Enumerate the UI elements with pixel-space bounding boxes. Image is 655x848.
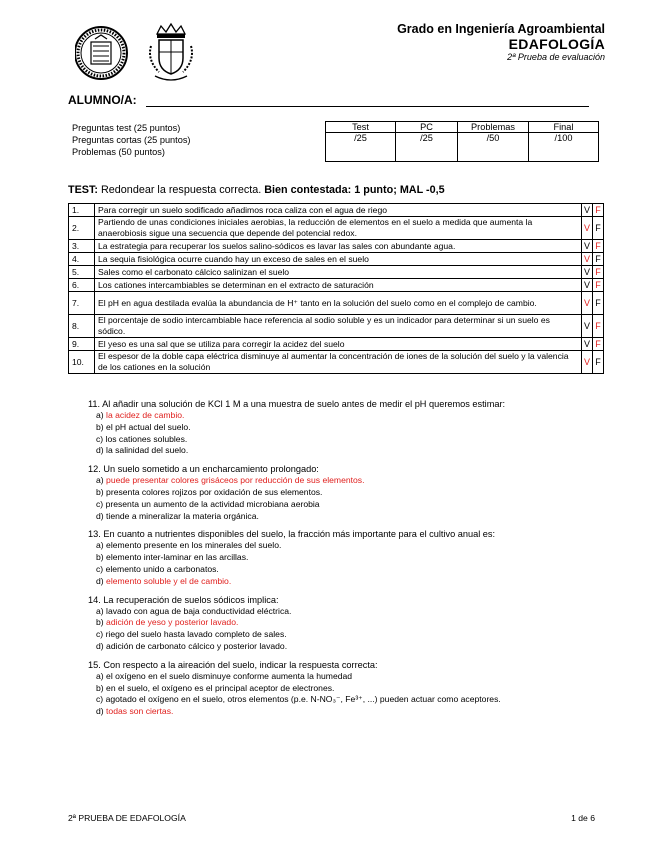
option-label: b) xyxy=(96,486,104,497)
tf-number: 5. xyxy=(69,266,95,279)
evaluation-label: 2ª Prueba de evaluación xyxy=(507,52,605,62)
option-text: lavado con agua de baja conductividad eléctrica. xyxy=(106,605,292,616)
legend-short: Preguntas cortas (25 puntos) xyxy=(72,135,191,145)
tf-statement: El yeso es una sal que se utiliza para corregir la acidez del suelo xyxy=(95,338,582,351)
answer-option[interactable] xyxy=(96,540,618,552)
tf-number: 4. xyxy=(69,253,95,266)
answer-option[interactable] xyxy=(96,617,618,629)
tf-option-true[interactable]: V xyxy=(582,217,593,240)
answer-option[interactable] xyxy=(96,671,618,683)
score-header-final: Final xyxy=(529,122,599,133)
option-text: riego del suelo hasta lavado completo de sales. xyxy=(105,629,287,640)
tf-number: 1. xyxy=(69,204,95,217)
tf-number: 9. xyxy=(69,338,95,351)
student-name-line xyxy=(146,106,589,107)
tf-row xyxy=(69,266,604,279)
crown-crest-icon xyxy=(145,22,197,84)
question-stem: 14. La recuperación de suelos sódicos implica: xyxy=(88,594,279,605)
tf-number: 10. xyxy=(69,351,95,374)
answer-option[interactable] xyxy=(96,499,618,511)
program-name: Grado en Ingeniería Agroambiental xyxy=(397,22,605,36)
option-text: el pH actual del suelo. xyxy=(106,421,191,432)
option-label: c) xyxy=(96,563,104,574)
option-label: b) xyxy=(96,421,104,432)
option-label: d) xyxy=(96,575,104,586)
test-instruction-text: Redondear la respuesta correcta. xyxy=(98,184,265,196)
option-label: a) xyxy=(96,410,104,420)
option-label: d) xyxy=(96,445,104,456)
option-label: a) xyxy=(96,475,104,486)
question-block xyxy=(88,594,618,653)
answer-option[interactable] xyxy=(96,564,618,576)
option-label: a) xyxy=(96,540,104,551)
option-text: en el suelo, el oxígeno es el principal aceptor de electrones. xyxy=(106,682,335,693)
tf-option-true[interactable]: V xyxy=(582,315,593,338)
option-text: agotado el oxígeno en el suelo, otros elementos (p.e. N-NO₃⁻, Fe³⁺, ...) pueden actuar como aceptores. xyxy=(105,694,501,705)
answer-option[interactable] xyxy=(96,487,618,499)
option-text: los cationes solubles. xyxy=(105,433,188,444)
tf-option-true[interactable]: V xyxy=(582,338,593,351)
question-stem: 13. En cuanto a nutrientes disponibles del suelo, la fracción más importante para el cultivo anual es: xyxy=(88,529,496,540)
question-stem: 15. Con respecto a la aireación del suelo, indicar la respuesta correcta: xyxy=(88,659,378,670)
option-text: el oxígeno en el suelo disminuye conforme aumenta la humedad xyxy=(106,670,353,681)
answer-option[interactable] xyxy=(96,694,618,706)
answer-option[interactable] xyxy=(96,641,618,653)
score-header-problems: Problemas xyxy=(458,122,529,133)
answer-option[interactable] xyxy=(96,552,618,564)
score-max-final: /100 xyxy=(529,133,599,144)
answer-option[interactable] xyxy=(96,422,618,434)
true-false-table xyxy=(68,203,604,374)
tf-option-false[interactable]: F xyxy=(593,266,604,279)
question-stem: 12. Un suelo sometido a un encharcamiento prolongado: xyxy=(88,464,319,475)
question-stem: 11. Al añadir una solución de KCl 1 M a una muestra de suelo antes de medir el pH queremos estimar: xyxy=(88,399,506,409)
option-text: adición de yeso y posterior lavado. xyxy=(106,617,239,628)
legend-test: Preguntas test (25 puntos) xyxy=(72,123,181,133)
question-block xyxy=(88,463,618,522)
option-label: c) xyxy=(96,433,104,444)
option-text: elemento unido a carbonatos. xyxy=(105,563,219,574)
tf-option-false[interactable]: F xyxy=(593,351,604,374)
option-text: presenta un aumento de la actividad microbiana aerobia xyxy=(105,498,320,509)
score-max-test: /25 xyxy=(326,133,396,144)
test-prefix: TEST: xyxy=(68,184,98,196)
option-text: tiende a mineralizar la materia orgánica. xyxy=(106,510,259,521)
tf-row xyxy=(69,240,604,253)
tf-row xyxy=(69,279,604,292)
tf-option-false[interactable]: F xyxy=(593,240,604,253)
tf-option-true[interactable]: V xyxy=(582,279,593,292)
option-label: b) xyxy=(96,682,104,693)
answer-option[interactable] xyxy=(96,606,618,618)
tf-option-false[interactable]: F xyxy=(593,315,604,338)
answer-option[interactable] xyxy=(96,629,618,641)
option-text: puede presentar colores grisáceos por reducción de sus elementos. xyxy=(106,475,365,486)
tf-statement: El espesor de la doble capa eléctrica disminuye al aumentar la concentración de iones de la solución del suelo y la valencia de los cationes en la solución xyxy=(95,351,582,374)
answer-option[interactable] xyxy=(96,576,618,588)
university-logos xyxy=(75,22,195,84)
tf-option-true[interactable]: V xyxy=(582,351,593,374)
tf-statement: La estrategia para recuperar los suelos salino-sódicos es lavar las sales con abundante agua. xyxy=(95,240,582,253)
tf-option-true[interactable]: V xyxy=(582,266,593,279)
option-label: d) xyxy=(96,706,104,717)
tf-statement: Los cationes intercambiables se determinan en el extracto de saturación xyxy=(95,279,582,292)
answer-option[interactable] xyxy=(96,511,618,523)
tf-row xyxy=(69,315,604,338)
tf-statement: Para corregir un suelo sodificado añadimos roca caliza con el agua de riego xyxy=(95,204,582,217)
tf-row xyxy=(69,204,604,217)
tf-option-true[interactable]: V xyxy=(582,253,593,266)
tf-number: 2. xyxy=(69,217,95,240)
option-label: d) xyxy=(96,510,104,521)
tf-number: 8. xyxy=(69,315,95,338)
option-label: a) xyxy=(96,605,104,616)
answer-option[interactable] xyxy=(96,434,618,446)
option-text: la acidez de cambio. xyxy=(106,410,185,420)
option-label: c) xyxy=(96,694,104,705)
document-header xyxy=(397,22,605,62)
question-block xyxy=(88,659,618,718)
page-number: 1 de 6 xyxy=(571,813,595,823)
option-label: c) xyxy=(96,629,104,640)
tf-option-false[interactable]: F xyxy=(593,217,604,240)
tf-row xyxy=(69,217,604,240)
score-table xyxy=(325,121,599,162)
tf-option-true[interactable]: V xyxy=(582,240,593,253)
score-cell-final xyxy=(529,143,599,162)
tf-statement: La sequia fisiológica ocurre cuando hay un exceso de sales en el suelo xyxy=(95,253,582,266)
score-cell-test xyxy=(326,143,396,162)
tf-statement: El pH en agua destilada evalúa la abundancia de H⁺ tanto en la solución del suelo como en el complejo de cambio. xyxy=(95,292,582,315)
answer-option[interactable] xyxy=(96,445,618,457)
score-header-test: Test xyxy=(326,122,396,133)
option-label: c) xyxy=(96,498,104,509)
score-max-problems: /50 xyxy=(458,133,529,144)
multiple-choice-questions xyxy=(88,398,618,724)
score-legend xyxy=(72,122,190,158)
option-text: elemento inter-laminar en las arcillas. xyxy=(106,552,249,563)
answer-option[interactable] xyxy=(96,683,618,695)
score-cell-pc xyxy=(396,143,458,162)
score-max-pc: /25 xyxy=(396,133,458,144)
score-header-pc: PC xyxy=(396,122,458,133)
tf-option-false[interactable]: F xyxy=(593,292,604,315)
option-label: b) xyxy=(96,617,104,628)
option-text: elemento presente en los minerales del suelo. xyxy=(106,540,282,551)
tf-statement: Sales como el carbonato cálcico salinizan el suelo xyxy=(95,266,582,279)
tf-option-false[interactable]: F xyxy=(593,279,604,292)
tf-row xyxy=(69,253,604,266)
legend-problems: Problemas (50 puntos) xyxy=(72,147,165,157)
test-instructions xyxy=(68,184,445,196)
test-scoring: Bien contestada: 1 punto; MAL -0,5 xyxy=(264,184,445,196)
tf-option-true[interactable]: V xyxy=(582,292,593,315)
tf-number: 6. xyxy=(69,279,95,292)
student-label: ALUMNO/A: xyxy=(68,93,137,107)
option-label: a) xyxy=(96,670,104,681)
tf-number: 7. xyxy=(69,292,95,315)
score-cell-problems xyxy=(458,143,529,162)
tf-row xyxy=(69,351,604,374)
answer-option[interactable] xyxy=(96,706,618,718)
tf-statement: El porcentaje de sodio intercambiable hace referencia al sodio soluble y es un indicador para determinar si un suelo es sódico. xyxy=(95,315,582,338)
question-block xyxy=(88,398,618,457)
tf-number: 3. xyxy=(69,240,95,253)
option-text: elemento soluble y el de cambio. xyxy=(106,575,232,586)
tf-option-false[interactable]: F xyxy=(593,204,604,217)
tf-option-false[interactable]: F xyxy=(593,253,604,266)
question-block xyxy=(88,528,618,587)
tf-row xyxy=(69,338,604,351)
answer-option[interactable] xyxy=(96,475,618,487)
option-text: la salinidad del suelo. xyxy=(106,445,189,456)
tf-option-true[interactable]: V xyxy=(582,204,593,217)
option-text: presenta colores rojizos por oxidación de sus elementos. xyxy=(106,486,323,497)
tf-row xyxy=(69,292,604,315)
option-label: b) xyxy=(96,552,104,563)
tf-option-false[interactable]: F xyxy=(593,338,604,351)
option-text: todas son ciertas. xyxy=(106,706,174,717)
answer-option[interactable] xyxy=(96,410,618,422)
footer-title: 2ª PRUEBA DE EDAFOLOGÍA xyxy=(68,813,186,823)
tf-statement: Partiendo de unas condiciones iniciales aerobias, la reducción de elementos en el suelo a medida que aumenta la anaerobiosis sigue una secuencia que depende del potencial redox. xyxy=(95,217,582,240)
option-label: d) xyxy=(96,640,104,651)
option-text: adición de carbonato cálcico y posterior lavado. xyxy=(106,640,288,651)
subject-title: EDAFOLOGÍA xyxy=(508,36,605,52)
